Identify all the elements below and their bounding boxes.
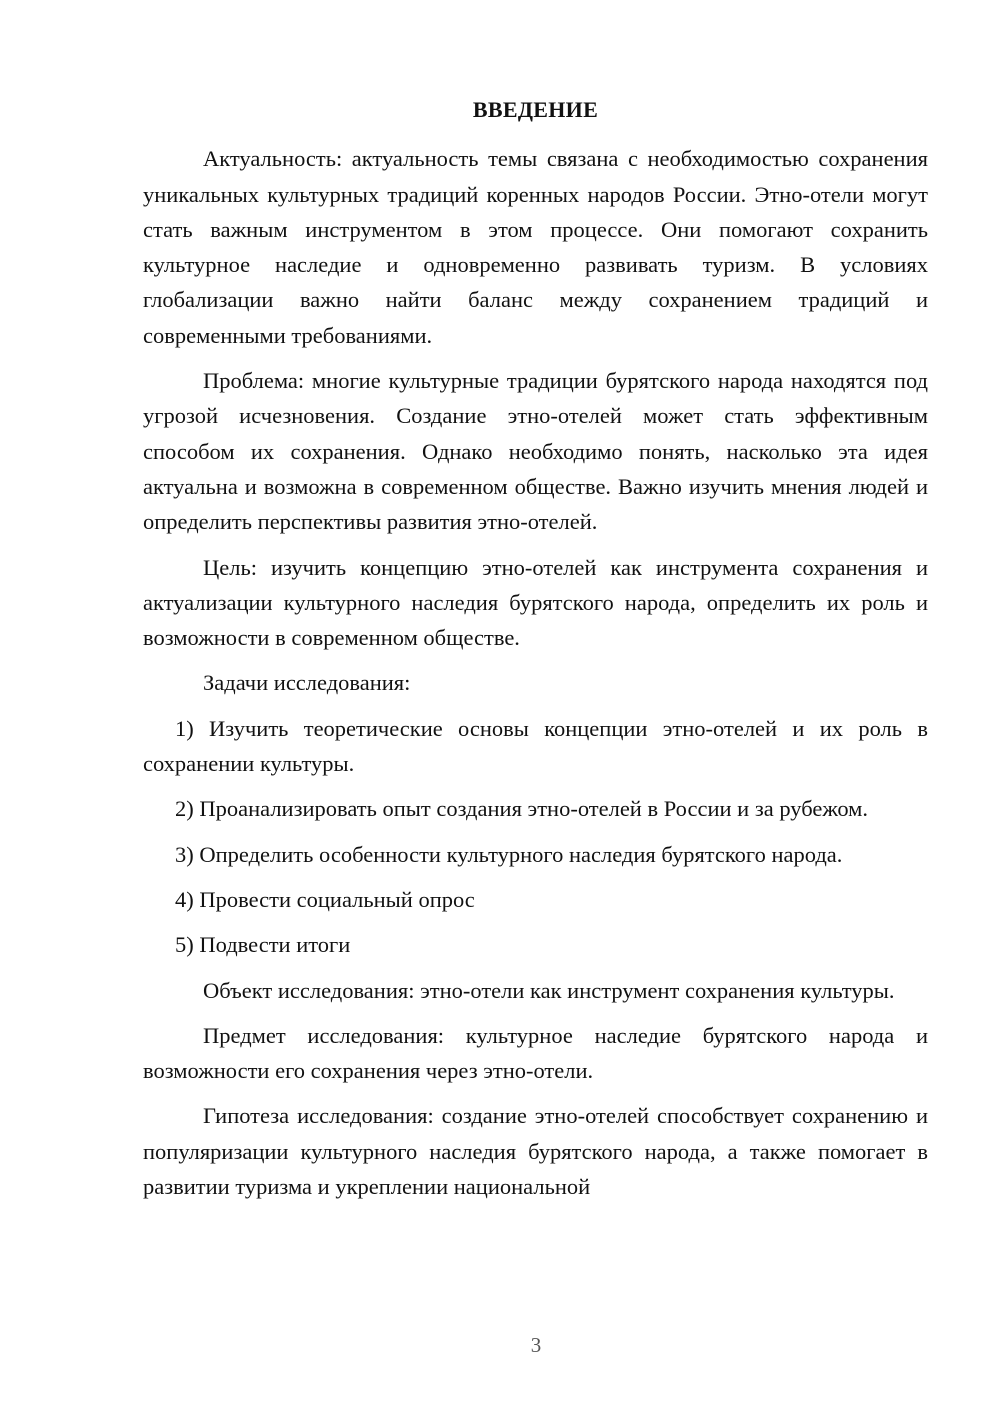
problem-paragraph: Проблема: многие культурные традиции бурятского народа находятся под угрозой исчезновения. Создание этно-отелей может стать эффективным способом их сохранения. Однако необходимо понять, насколько эта идея актуальна и возможна в современном обществе. Важно изучить мнения людей и определить перспективы развития этно-отелей. bbox=[143, 368, 928, 535]
list-item: 3) Определить особенности культурного наследия бурятского народа. bbox=[175, 841, 843, 867]
object-paragraph: Объект исследования: этно-отели как инструмент сохранения культуры. bbox=[203, 977, 895, 1003]
subject-paragraph: Предмет исследования: культурное наследие бурятского народа и возможности его сохранения через этно-отели. bbox=[143, 1022, 928, 1084]
hypothesis-paragraph: Гипотеза исследования: создание этно-отелей способствует сохранению и популяризации культурного наследия бурятского народа, а также помогает в развитии туризма и укреплении национальной bbox=[143, 1103, 928, 1200]
page-number: 3 bbox=[530, 1333, 542, 1357]
section-heading: ВВЕДЕНИЕ bbox=[472, 97, 599, 122]
page-content bbox=[143, 92, 928, 1204]
list-item: 4) Провести социальный опрос bbox=[175, 886, 475, 912]
list-item: 5) Подвести итоги bbox=[175, 932, 351, 958]
tasks-list bbox=[143, 711, 928, 963]
tasks-title: Задачи исследования: bbox=[203, 670, 411, 696]
list-item: 2) Проанализировать опыт создания этно-отелей в России и за рубежом. bbox=[175, 796, 869, 822]
goal-paragraph: Цель: изучить концепцию этно-отелей как инструмента сохранения и актуализации культурного наследия бурятского народа, определить их роль и возможности в современном обществе. bbox=[143, 554, 928, 651]
relevance-paragraph: Актуальность: актуальность темы связана с необходимостью сохранения уникальных культурных традиций коренных народов России. Этно-отели могут стать важным инструментом в этом процессе. Они помогают сохранить культурное наследие и одновременно развивать туризм. В условиях глобализации важно найти баланс между сохранением традиций и современными требованиями. bbox=[143, 146, 928, 348]
list-item: 1) Изучить теоретические основы концепции этно-отелей и их роль в сохранении культуры. bbox=[143, 715, 928, 777]
